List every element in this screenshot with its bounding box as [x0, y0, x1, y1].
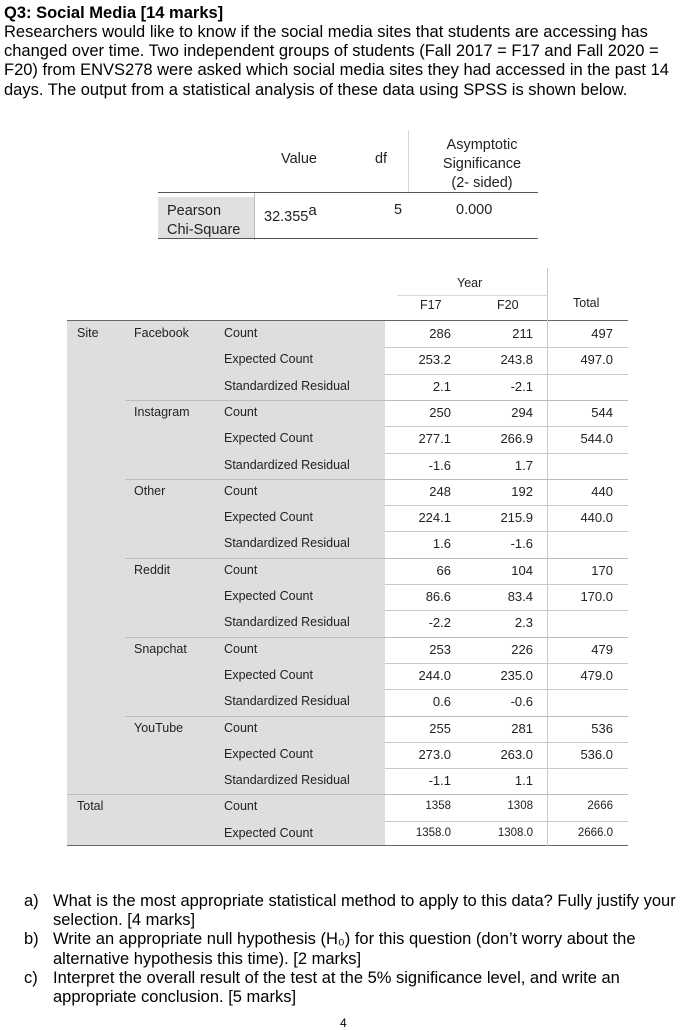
cell-expected-1: 83.4 [507, 589, 533, 604]
stat-count-label: Count [224, 641, 258, 656]
footnote-marker: a [308, 202, 317, 219]
row-divider [385, 768, 628, 769]
row-divider [385, 821, 628, 822]
header-f17: F17 [420, 298, 442, 312]
question-a-label: a) [24, 892, 39, 910]
site-label: Site [77, 326, 99, 340]
divider [547, 268, 548, 320]
chi-square-table [158, 130, 538, 240]
cell-expected-1: 215.9 [500, 510, 533, 526]
row-divider [385, 453, 628, 454]
cell-expected-0: 277.1 [418, 431, 451, 447]
total-expected-2: 2666.0 [577, 826, 613, 839]
row-label-1: Pearson [167, 203, 222, 219]
total-count-0: 1358 [425, 800, 451, 813]
cell-resid-0: 2.1 [432, 378, 451, 394]
stat-count-label: Count [224, 326, 258, 340]
cell-count-2: 440 [591, 483, 613, 499]
cell-expected-2: 497.0 [580, 352, 613, 368]
df-value: 5 [394, 202, 403, 218]
total-label: Total [77, 799, 104, 814]
question-b-label: b) [24, 930, 39, 949]
question-c-text: Interpret the overall result of the test at the 5% significance level, and write an appropriate conclusion. [5 marks] [53, 968, 620, 1007]
question-c [24, 969, 688, 1007]
stat-count-label: Count [224, 720, 258, 735]
question-list [24, 892, 688, 1007]
cell-resid-0: -2.2 [428, 615, 451, 631]
row-header-bg [67, 320, 385, 846]
crosstab-table [67, 268, 628, 846]
cell-count-1: 281 [511, 720, 533, 736]
stat-resid-label: Standardized Residual [224, 773, 350, 788]
header-df: df [374, 151, 388, 167]
site-name: Facebook [134, 326, 189, 340]
row-divider [385, 742, 628, 743]
stat-expected-label: Expected Count [224, 589, 313, 603]
stat-count-label: Count [224, 799, 258, 814]
row-divider [385, 689, 628, 690]
question-a-text: What is the most appropriate statistical method to apply to this data? Fully justify your selection. [4 marks] [53, 892, 676, 930]
site-name: YouTube [134, 720, 184, 735]
row-divider [385, 584, 628, 585]
group-divider [125, 558, 628, 559]
divider [397, 295, 547, 296]
site-name: Snapchat [134, 641, 187, 656]
row-divider [385, 374, 628, 375]
cell-resid-0: -1.1 [428, 773, 451, 789]
group-divider [125, 716, 628, 717]
cell-resid-1: -1.6 [510, 536, 533, 552]
cell-count-2: 544 [591, 404, 613, 420]
cell-count-2: 497 [591, 326, 613, 341]
row-divider [385, 347, 628, 348]
row-divider [385, 426, 628, 427]
page-number: 4 [340, 1016, 347, 1030]
total-count-1: 1308 [507, 800, 533, 813]
cell-resid-0: 0.6 [432, 694, 451, 710]
cell-count-0: 66 [436, 562, 451, 578]
header-total: Total [573, 296, 600, 310]
row-divider [385, 505, 628, 506]
cell-count-0: 255 [429, 720, 451, 736]
cell-count-0: 286 [429, 326, 451, 341]
stat-count-label: Count [224, 404, 258, 419]
header-rule [158, 192, 538, 193]
header-significance [422, 136, 542, 193]
question-intro: Researchers would like to know if the social media sites that students are accessing has changed over time. Two independent groups of students (Fall 2017 = F17 and Fall 2020 = F20) from ENVS278 were asked which social media sites they had accessed in the past 14 days. The output from a statistical analysis of these data using SPSS is shown below. [4, 23, 669, 99]
cell-resid-1: 1.7 [514, 457, 533, 473]
sig-value: 0.000 [456, 202, 493, 218]
question-a [24, 892, 688, 930]
cell-expected-1: 235.0 [500, 667, 533, 683]
cell-expected-1: 243.8 [500, 352, 533, 368]
cell-expected-2: 536.0 [580, 746, 613, 762]
question-c-label: c) [24, 968, 38, 987]
cell-count-2: 170 [591, 562, 613, 578]
cell-expected-1: 263.0 [500, 746, 533, 762]
stat-count-label: Count [224, 562, 258, 577]
question-b [24, 930, 688, 968]
group-divider [125, 400, 628, 401]
cell-count-2: 479 [591, 641, 613, 657]
cell-count-1: 104 [511, 562, 533, 578]
stat-expected-label: Expected Count [224, 431, 313, 446]
header-value: Value [280, 151, 317, 167]
row-pearson-chi-square [167, 202, 240, 240]
group-divider [125, 479, 628, 480]
stat-resid-label: Standardized Residual [224, 694, 350, 709]
cell-expected-0: 86.6 [425, 589, 451, 604]
cell-expected-0: 253.2 [418, 352, 451, 368]
cell-expected-2: 170.0 [580, 589, 613, 604]
cell-resid-1: 1.1 [514, 773, 533, 789]
chi-value [264, 202, 317, 225]
stat-expected-label: Expected Count [224, 825, 313, 840]
stat-resid-label: Standardized Residual [224, 457, 350, 472]
group-divider [67, 794, 628, 795]
row-divider [385, 531, 628, 532]
cell-count-1: 211 [512, 326, 533, 341]
cell-expected-2: 440.0 [580, 510, 613, 526]
cell-resid-0: 1.6 [432, 536, 451, 552]
stat-expected-label: Expected Count [224, 510, 313, 525]
bottom-border [67, 845, 628, 846]
divider [254, 192, 255, 240]
cell-resid-1: -0.6 [510, 694, 533, 710]
cell-expected-0: 273.0 [418, 746, 451, 762]
cell-count-1: 294 [511, 404, 533, 420]
cell-count-2: 536 [591, 720, 613, 736]
total-expected-1: 1308.0 [497, 826, 533, 839]
chi-value-number: 32.355 [264, 208, 309, 225]
stat-count-label: Count [224, 483, 258, 498]
total-count-2: 2666 [587, 800, 613, 813]
site-name: Instagram [134, 404, 190, 419]
cell-count-0: 248 [429, 483, 451, 499]
cell-count-0: 250 [429, 404, 451, 420]
row-divider [385, 663, 628, 664]
row-label-2: Chi-Square [167, 222, 241, 238]
cell-count-0: 253 [429, 641, 451, 657]
total-expected-0: 1358.0 [415, 826, 451, 839]
header-f20: F20 [497, 298, 519, 312]
cell-count-1: 226 [511, 641, 533, 657]
cell-expected-0: 244.0 [418, 667, 451, 683]
row-divider [385, 610, 628, 611]
sig-line-2: Significance [442, 156, 522, 172]
cell-expected-2: 544.0 [580, 431, 613, 447]
stat-expected-label: Expected Count [224, 667, 313, 682]
divider [408, 130, 409, 192]
stat-resid-label: Standardized Residual [224, 615, 350, 630]
cell-expected-0: 224.1 [418, 510, 451, 526]
sig-line-1: Asymptotic [446, 137, 518, 153]
top-border [67, 320, 628, 321]
stat-expected-label: Expected Count [224, 352, 313, 367]
question-b-text: Write an appropriate null hypothesis (H₀) for this question (don’t worry about the alternative hypothesis this time). [2 marks] [53, 930, 636, 968]
cell-expected-1: 266.9 [500, 431, 533, 447]
question-title: Q3: Social Media [14 marks] [4, 4, 224, 22]
sig-line-3: (2- sided) [451, 175, 513, 191]
stat-expected-label: Expected Count [224, 746, 313, 761]
site-name: Other [134, 483, 166, 498]
site-name: Reddit [134, 562, 171, 577]
cell-count-1: 192 [511, 483, 533, 499]
year-header: Year [457, 276, 483, 290]
stat-resid-label: Standardized Residual [224, 536, 350, 551]
cell-resid-1: 2.3 [514, 615, 533, 631]
cell-resid-1: -2.1 [510, 378, 533, 394]
cell-resid-0: -1.6 [428, 457, 451, 473]
divider [547, 320, 548, 846]
cell-expected-2: 479.0 [580, 667, 613, 683]
stat-resid-label: Standardized Residual [224, 378, 350, 393]
group-divider [125, 637, 628, 638]
